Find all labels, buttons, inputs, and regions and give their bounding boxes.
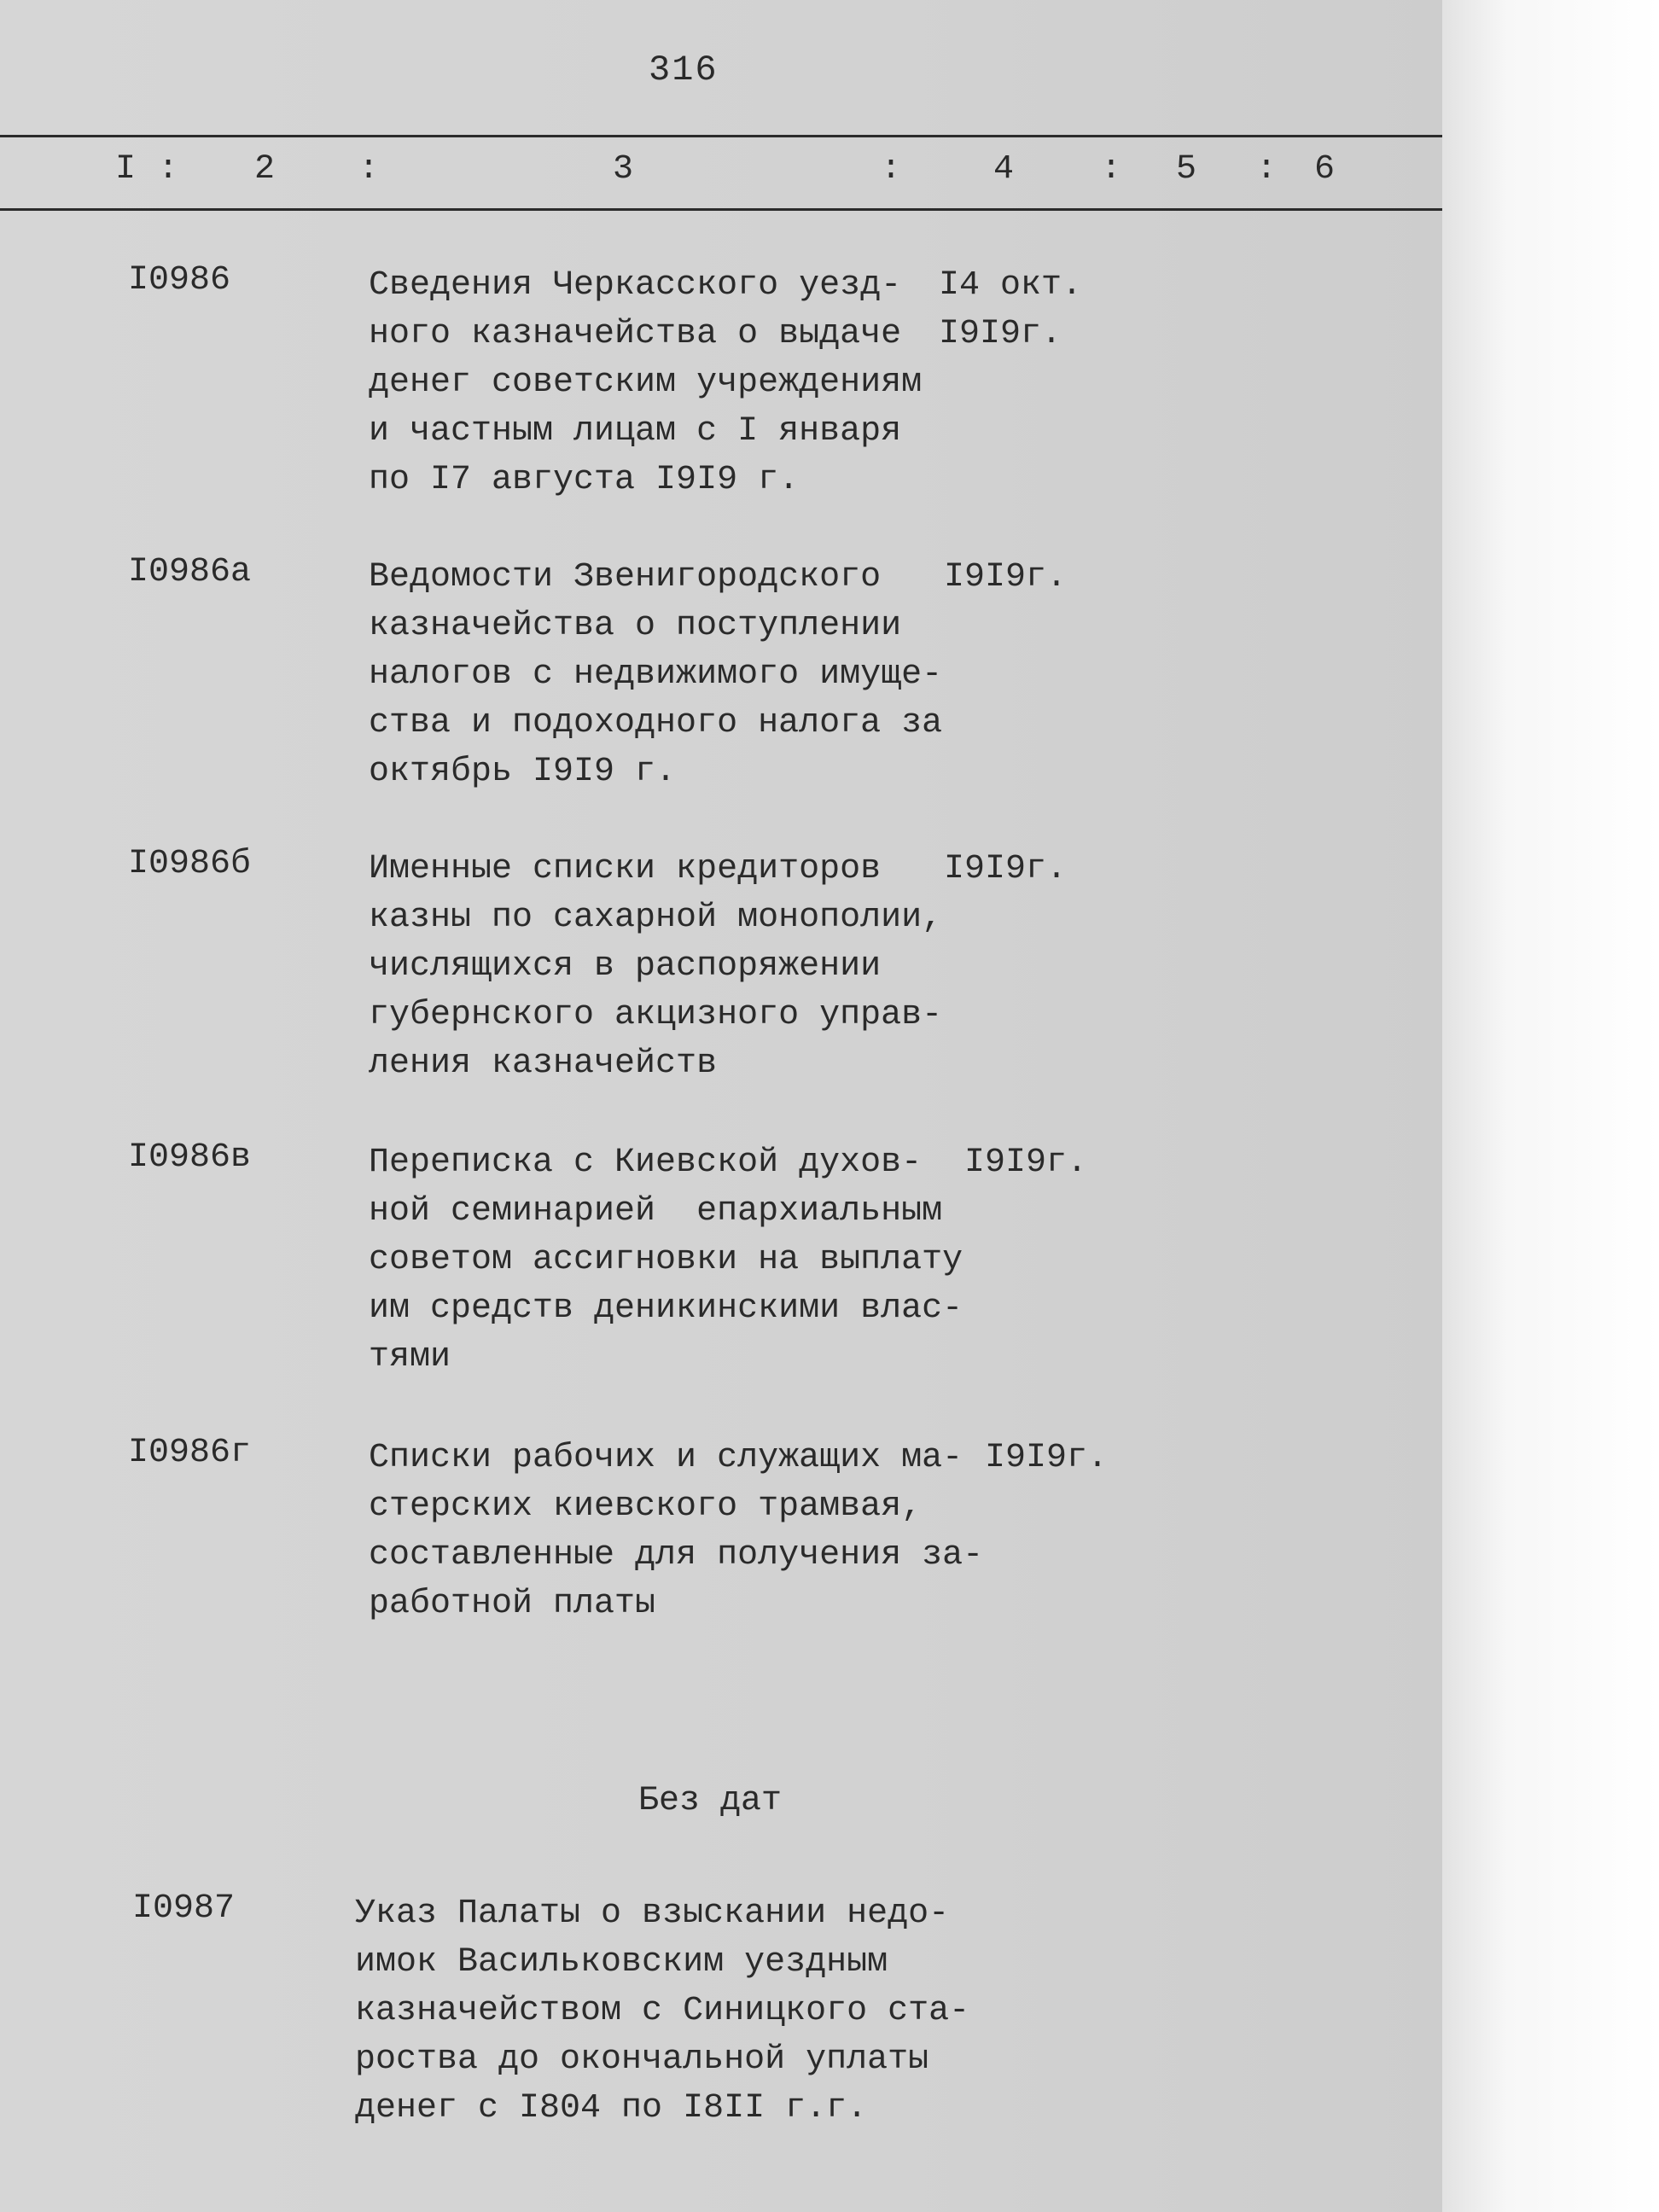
- entry-number: I0986б: [128, 845, 252, 883]
- description-line: ной семинарией епархиальным: [369, 1192, 943, 1231]
- description-line: Указ Палаты о взыскании недо-: [355, 1895, 950, 1933]
- column-header-2: 2: [254, 150, 276, 189]
- entry-date: [985, 1434, 1108, 1482]
- column-separator: :: [158, 150, 179, 189]
- description-line: им средств деникинскими влас-: [369, 1289, 963, 1328]
- column-separator: :: [1256, 150, 1278, 189]
- description-line: ного казначейства о выдаче: [369, 315, 902, 353]
- column-header-1: I: [115, 150, 137, 189]
- entry-date: [964, 1138, 1087, 1187]
- description-line: ства и подоходного налога за: [369, 704, 943, 742]
- entry-description: [369, 261, 922, 504]
- date-line: I4 окт.: [939, 266, 1083, 305]
- page-edge-background: [1442, 0, 1659, 2212]
- description-line: Сведения Черкасского уезд-: [369, 266, 902, 305]
- header-rule-top: [0, 135, 1442, 137]
- description-line: казначейства о поступлении: [369, 607, 902, 645]
- description-line: имок Васильковским уездным: [355, 1943, 888, 1982]
- entry-number: I0987: [132, 1889, 236, 1928]
- description-line: стерских киевского трамвая,: [369, 1487, 923, 1526]
- description-line: октябрь I9I9 г.: [369, 753, 677, 791]
- column-separator: :: [1101, 150, 1122, 189]
- entry-date: [944, 845, 1067, 894]
- description-line: Списки рабочих и служащих ма-: [369, 1439, 963, 1477]
- description-line: ления казначейств: [369, 1045, 718, 1083]
- description-line: губернского акцизного управ-: [369, 996, 943, 1034]
- description-line: советом ассигновки на выплату: [369, 1241, 963, 1279]
- description-line: тями: [369, 1338, 451, 1377]
- entry-description: [369, 1434, 983, 1628]
- description-line: налогов с недвижимого имуще-: [369, 655, 943, 694]
- description-line: работной платы: [369, 1585, 656, 1623]
- column-header-3: 3: [613, 150, 634, 189]
- column-header-5: 5: [1176, 150, 1197, 189]
- description-line: Переписка с Киевской духов-: [369, 1144, 923, 1182]
- description-line: Ведомости Звенигородского: [369, 558, 882, 597]
- description-line: и частным лицам с I января: [369, 412, 902, 451]
- date-line: I9I9г.: [944, 558, 1068, 597]
- description-line: казначейством с Синицкого ста-: [355, 1992, 970, 2030]
- entry-number: I0986а: [128, 553, 252, 591]
- description-line: денег советским учреждениям: [369, 364, 923, 402]
- date-line: I9I9г.: [985, 1439, 1109, 1477]
- date-line: I9I9г.: [964, 1144, 1088, 1182]
- section-heading-undated: Без дат: [638, 1782, 783, 1820]
- description-line: числящихся в распоряжении: [369, 947, 882, 986]
- description-line: составленные для получения за-: [369, 1536, 984, 1575]
- description-line: казны по сахарной монополии,: [369, 899, 943, 937]
- entry-description: [355, 1889, 969, 2133]
- entry-number: I0986г: [128, 1434, 252, 1472]
- description-line: роства до окончальной уплаты: [355, 2040, 929, 2079]
- description-line: по I7 августа I9I9 г.: [369, 461, 800, 499]
- date-line: I9I9г.: [944, 850, 1068, 888]
- column-separator: :: [881, 150, 902, 189]
- date-line: I9I9г.: [939, 315, 1062, 353]
- entry-description: [369, 553, 942, 796]
- page-number: 316: [649, 49, 719, 90]
- entry-number: I0986в: [128, 1138, 252, 1177]
- entry-date: [944, 553, 1067, 602]
- column-header-4: 4: [993, 150, 1015, 189]
- entry-description: [369, 845, 942, 1088]
- header-rule-bottom: [0, 208, 1442, 211]
- description-line: Именные списки кредиторов: [369, 850, 882, 888]
- description-line: денег с I804 по I8II г.г.: [355, 2089, 868, 2128]
- entry-date: [939, 261, 1082, 358]
- column-separator: :: [358, 150, 380, 189]
- entry-description: [369, 1138, 963, 1382]
- entry-number: I0986: [128, 261, 231, 300]
- column-header-6: 6: [1314, 150, 1336, 189]
